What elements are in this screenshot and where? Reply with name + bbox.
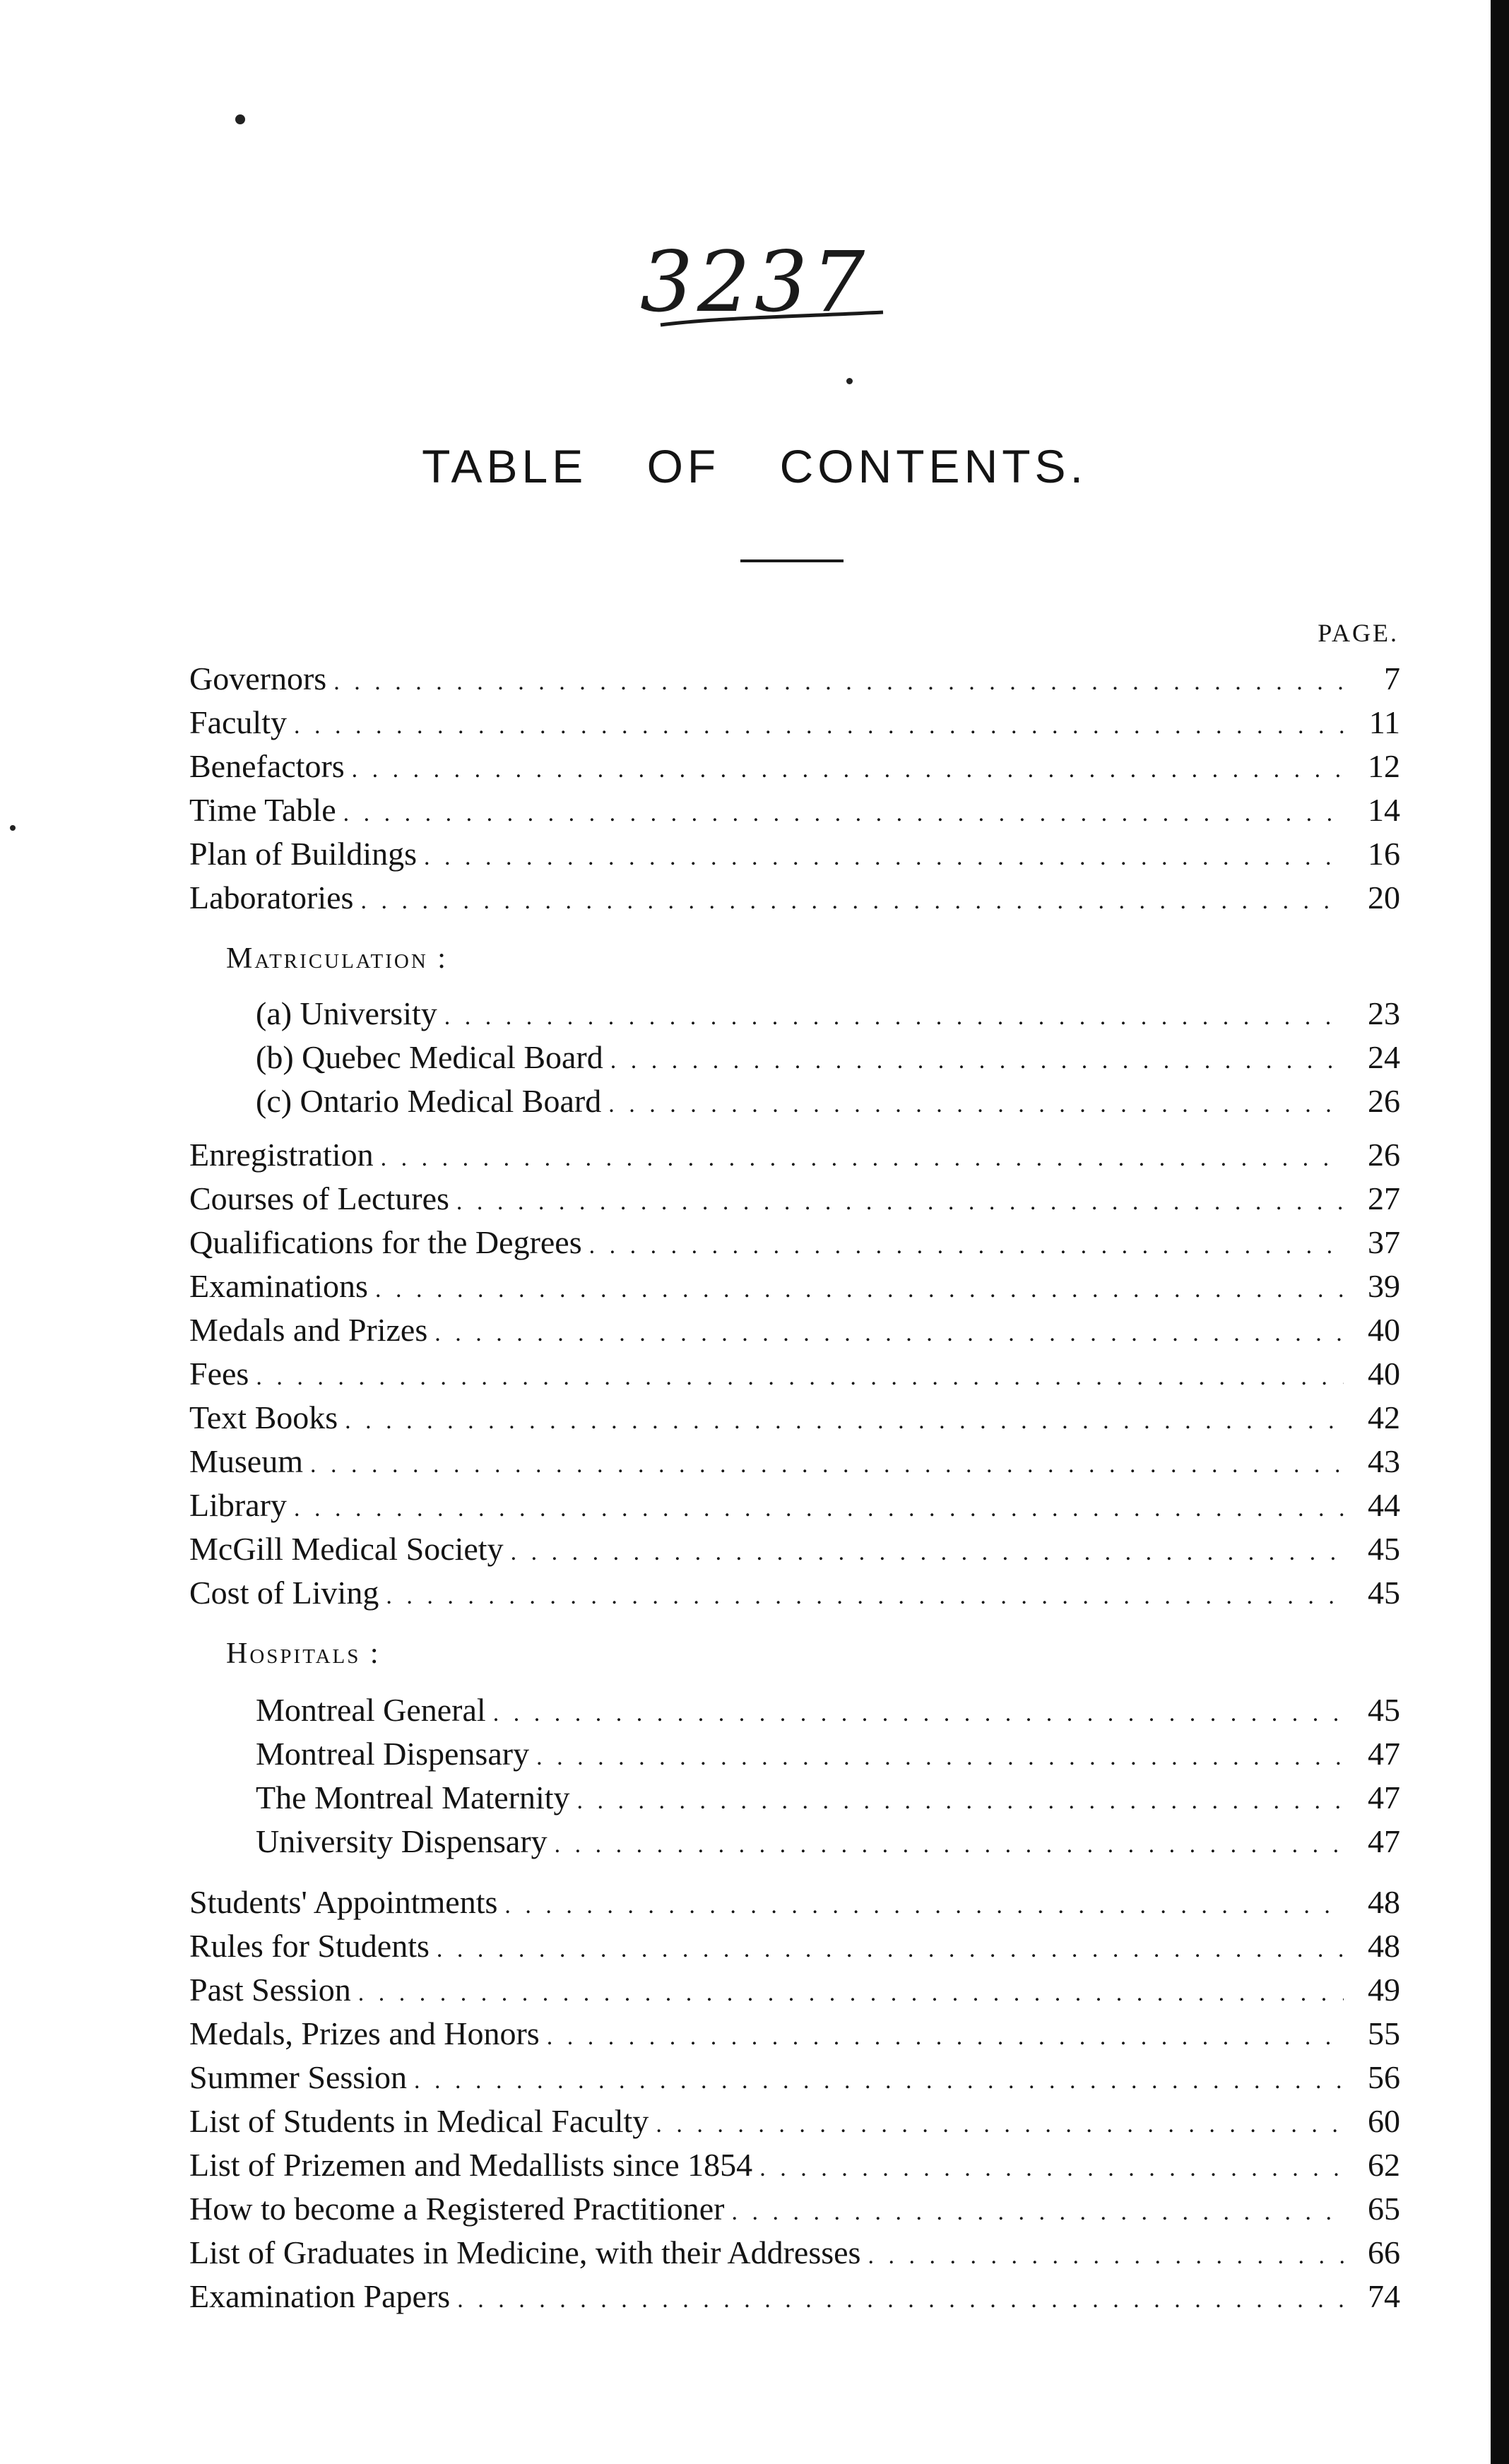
toc-entry	[189, 2231, 1400, 2275]
entry-label: Medals and Prizes	[189, 1312, 428, 1348]
dot-leader	[294, 1487, 1344, 1531]
toc-entry	[189, 1483, 1400, 1527]
section-heading-matriculation: Matriculation :	[226, 942, 448, 975]
entry-label: List of Students in Medical Faculty	[189, 2103, 649, 2139]
entry-page: 45	[1368, 1692, 1400, 1728]
toc-subentry	[256, 1688, 1400, 1732]
dot-leader	[414, 2059, 1344, 2103]
toc-entry	[189, 2275, 1400, 2318]
entry-page: 11	[1368, 704, 1400, 740]
handwritten-catalog-number: 3237	[639, 233, 870, 331]
entry-page: 47	[1368, 1736, 1400, 1772]
dot-leader	[333, 661, 1344, 704]
entry-label: Summer Session	[189, 2059, 407, 2095]
entry-label: Montreal Dispensary	[256, 1736, 530, 1772]
dot-leader	[310, 1443, 1344, 1487]
toc-entry	[189, 1177, 1400, 1221]
dot-leader	[608, 1083, 1344, 1127]
toc-entry	[189, 1880, 1400, 1924]
entry-page: 45	[1368, 1575, 1400, 1611]
entry-page: 66	[1368, 2234, 1400, 2270]
entry-label: Courses of Lectures	[189, 1180, 449, 1216]
dot-leader	[456, 1180, 1344, 1224]
entry-label: Past Session	[189, 1972, 351, 2008]
toc-entry	[189, 701, 1400, 745]
toc-entry	[189, 2143, 1400, 2187]
entry-page: 44	[1368, 1487, 1400, 1523]
dot-leader	[343, 792, 1344, 836]
toc-entry	[189, 2012, 1400, 2056]
toc-entry	[189, 657, 1400, 701]
entry-page: 37	[1368, 1224, 1400, 1260]
entry-page: 60	[1368, 2103, 1400, 2139]
entry-page: 40	[1368, 1356, 1400, 1392]
entry-label: Museum	[189, 1443, 303, 1479]
dot-leader	[444, 995, 1344, 1039]
toc-subentry	[256, 992, 1400, 1036]
entry-label: University Dispensary	[256, 1823, 548, 1859]
dot-leader	[437, 1928, 1344, 1972]
toc-entry	[189, 1308, 1400, 1352]
entry-label: Cost of Living	[189, 1575, 379, 1611]
entry-page: 26	[1368, 1137, 1400, 1173]
section-heading-hospitals: Hospitals :	[226, 1637, 381, 1670]
dot-leader	[457, 2278, 1344, 2322]
entry-page: 65	[1368, 2191, 1400, 2227]
entry-label: The Montreal Maternity	[256, 1779, 570, 1816]
entry-label: Benefactors	[189, 748, 345, 784]
toc-subentry	[256, 1036, 1400, 1079]
entry-page: 62	[1368, 2147, 1400, 2183]
dot-leader	[375, 1268, 1344, 1312]
entry-page: 39	[1368, 1268, 1400, 1304]
entry-page: 47	[1368, 1823, 1400, 1859]
entry-label: Text Books	[189, 1399, 338, 1435]
toc-entry	[189, 1968, 1400, 2012]
toc-entry	[189, 1352, 1400, 1396]
toc-entry	[189, 745, 1400, 788]
toc-entry	[189, 1924, 1400, 1968]
entry-page: 26	[1368, 1083, 1400, 1119]
entry-page: 7	[1384, 661, 1400, 697]
dot-leader	[424, 836, 1344, 879]
entry-label: Faculty	[189, 704, 287, 740]
entry-label: Montreal General	[256, 1692, 486, 1728]
toc-subentry	[256, 1820, 1400, 1864]
entry-page: 27	[1368, 1180, 1400, 1216]
entry-page: 42	[1368, 1399, 1400, 1435]
dot-leader	[386, 1575, 1344, 1618]
entry-label: Laboratories	[189, 879, 354, 916]
dot-leader	[493, 1692, 1344, 1736]
entry-page: 14	[1368, 792, 1400, 828]
toc-subentry	[256, 1732, 1400, 1776]
entry-label: Enregistration	[189, 1137, 374, 1173]
dot-leader	[555, 1823, 1344, 1867]
toc-entry	[189, 1396, 1400, 1440]
toc-entry	[189, 788, 1400, 832]
entry-page: 49	[1368, 1972, 1400, 2008]
entry-page: 12	[1368, 748, 1400, 784]
entry-label: Governors	[189, 661, 327, 697]
dot-leader	[589, 1224, 1344, 1268]
dot-leader	[536, 1736, 1344, 1779]
dot-leader	[352, 748, 1344, 792]
dot-leader	[345, 1399, 1344, 1443]
entry-page: 45	[1368, 1531, 1400, 1567]
entry-page: 74	[1368, 2278, 1400, 2314]
entry-label: Examination Papers	[189, 2278, 451, 2314]
entry-page: 47	[1368, 1779, 1400, 1816]
dot-leader	[610, 1039, 1344, 1083]
entry-label: Qualifications for the Degrees	[189, 1224, 582, 1260]
entry-page: 20	[1368, 879, 1400, 916]
dot-leader	[868, 2234, 1344, 2278]
toc-entry	[189, 1527, 1400, 1571]
entry-label: Fees	[189, 1356, 249, 1392]
toc-entry	[189, 1264, 1400, 1308]
toc-subentry	[256, 1079, 1400, 1123]
page-title: TABLE OF CONTENTS.	[422, 440, 1087, 493]
entry-page: 16	[1368, 836, 1400, 872]
dot-leader	[759, 2147, 1344, 2191]
entry-page: 24	[1368, 1039, 1400, 1075]
toc-subentry	[256, 1776, 1400, 1820]
dot-leader	[358, 1972, 1344, 2015]
entry-page: 56	[1368, 2059, 1400, 2095]
toc-entry	[189, 832, 1400, 876]
entry-page: 48	[1368, 1884, 1400, 1920]
page-column-heading: PAGE.	[1318, 619, 1399, 647]
entry-label: Examinations	[189, 1268, 368, 1304]
entry-label: How to become a Registered Practitioner	[189, 2191, 725, 2227]
toc-entry	[189, 1440, 1400, 1483]
entry-label: Students' Appointments	[189, 1884, 498, 1920]
entry-label: McGill Medical Society	[189, 1531, 504, 1567]
toc-entry	[189, 1133, 1400, 1177]
dot-leader	[256, 1356, 1344, 1399]
dot-leader	[294, 704, 1344, 748]
entry-label: Plan of Buildings	[189, 836, 418, 872]
dot-leader	[656, 2103, 1344, 2147]
toc-entry	[189, 2099, 1400, 2143]
entry-page: 43	[1368, 1443, 1400, 1479]
toc-entry	[189, 2187, 1400, 2231]
entry-page: 40	[1368, 1312, 1400, 1348]
entry-label: (c) Ontario Medical Board	[256, 1083, 602, 1119]
entry-label: (b) Quebec Medical Board	[256, 1039, 603, 1075]
dot-leader	[504, 1884, 1344, 1928]
entry-label: Rules for Students	[189, 1928, 430, 1964]
toc-entry	[189, 1221, 1400, 1264]
entry-page: 48	[1368, 1928, 1400, 1964]
entry-label: Time Table	[189, 792, 336, 828]
entry-label: Library	[189, 1487, 287, 1523]
entry-label: (a) University	[256, 995, 437, 1031]
dot-leader	[434, 1312, 1344, 1356]
dot-leader	[511, 1531, 1344, 1575]
entry-label: Medals, Prizes and Honors	[189, 2015, 540, 2051]
toc-entry	[189, 2056, 1400, 2099]
dot-leader	[547, 2015, 1344, 2059]
toc-entry	[189, 876, 1400, 920]
entry-label: List of Graduates in Medicine, with their Addresses	[189, 2234, 861, 2270]
entry-page: 23	[1368, 995, 1400, 1031]
dot-leader	[360, 879, 1344, 923]
entry-label: List of Prizemen and Medallists since 1854	[189, 2147, 753, 2183]
dot-leader	[577, 1779, 1344, 1823]
dot-leader	[731, 2191, 1344, 2234]
dot-leader	[381, 1137, 1344, 1180]
entry-page: 55	[1368, 2015, 1400, 2051]
toc-entry	[189, 1571, 1400, 1615]
